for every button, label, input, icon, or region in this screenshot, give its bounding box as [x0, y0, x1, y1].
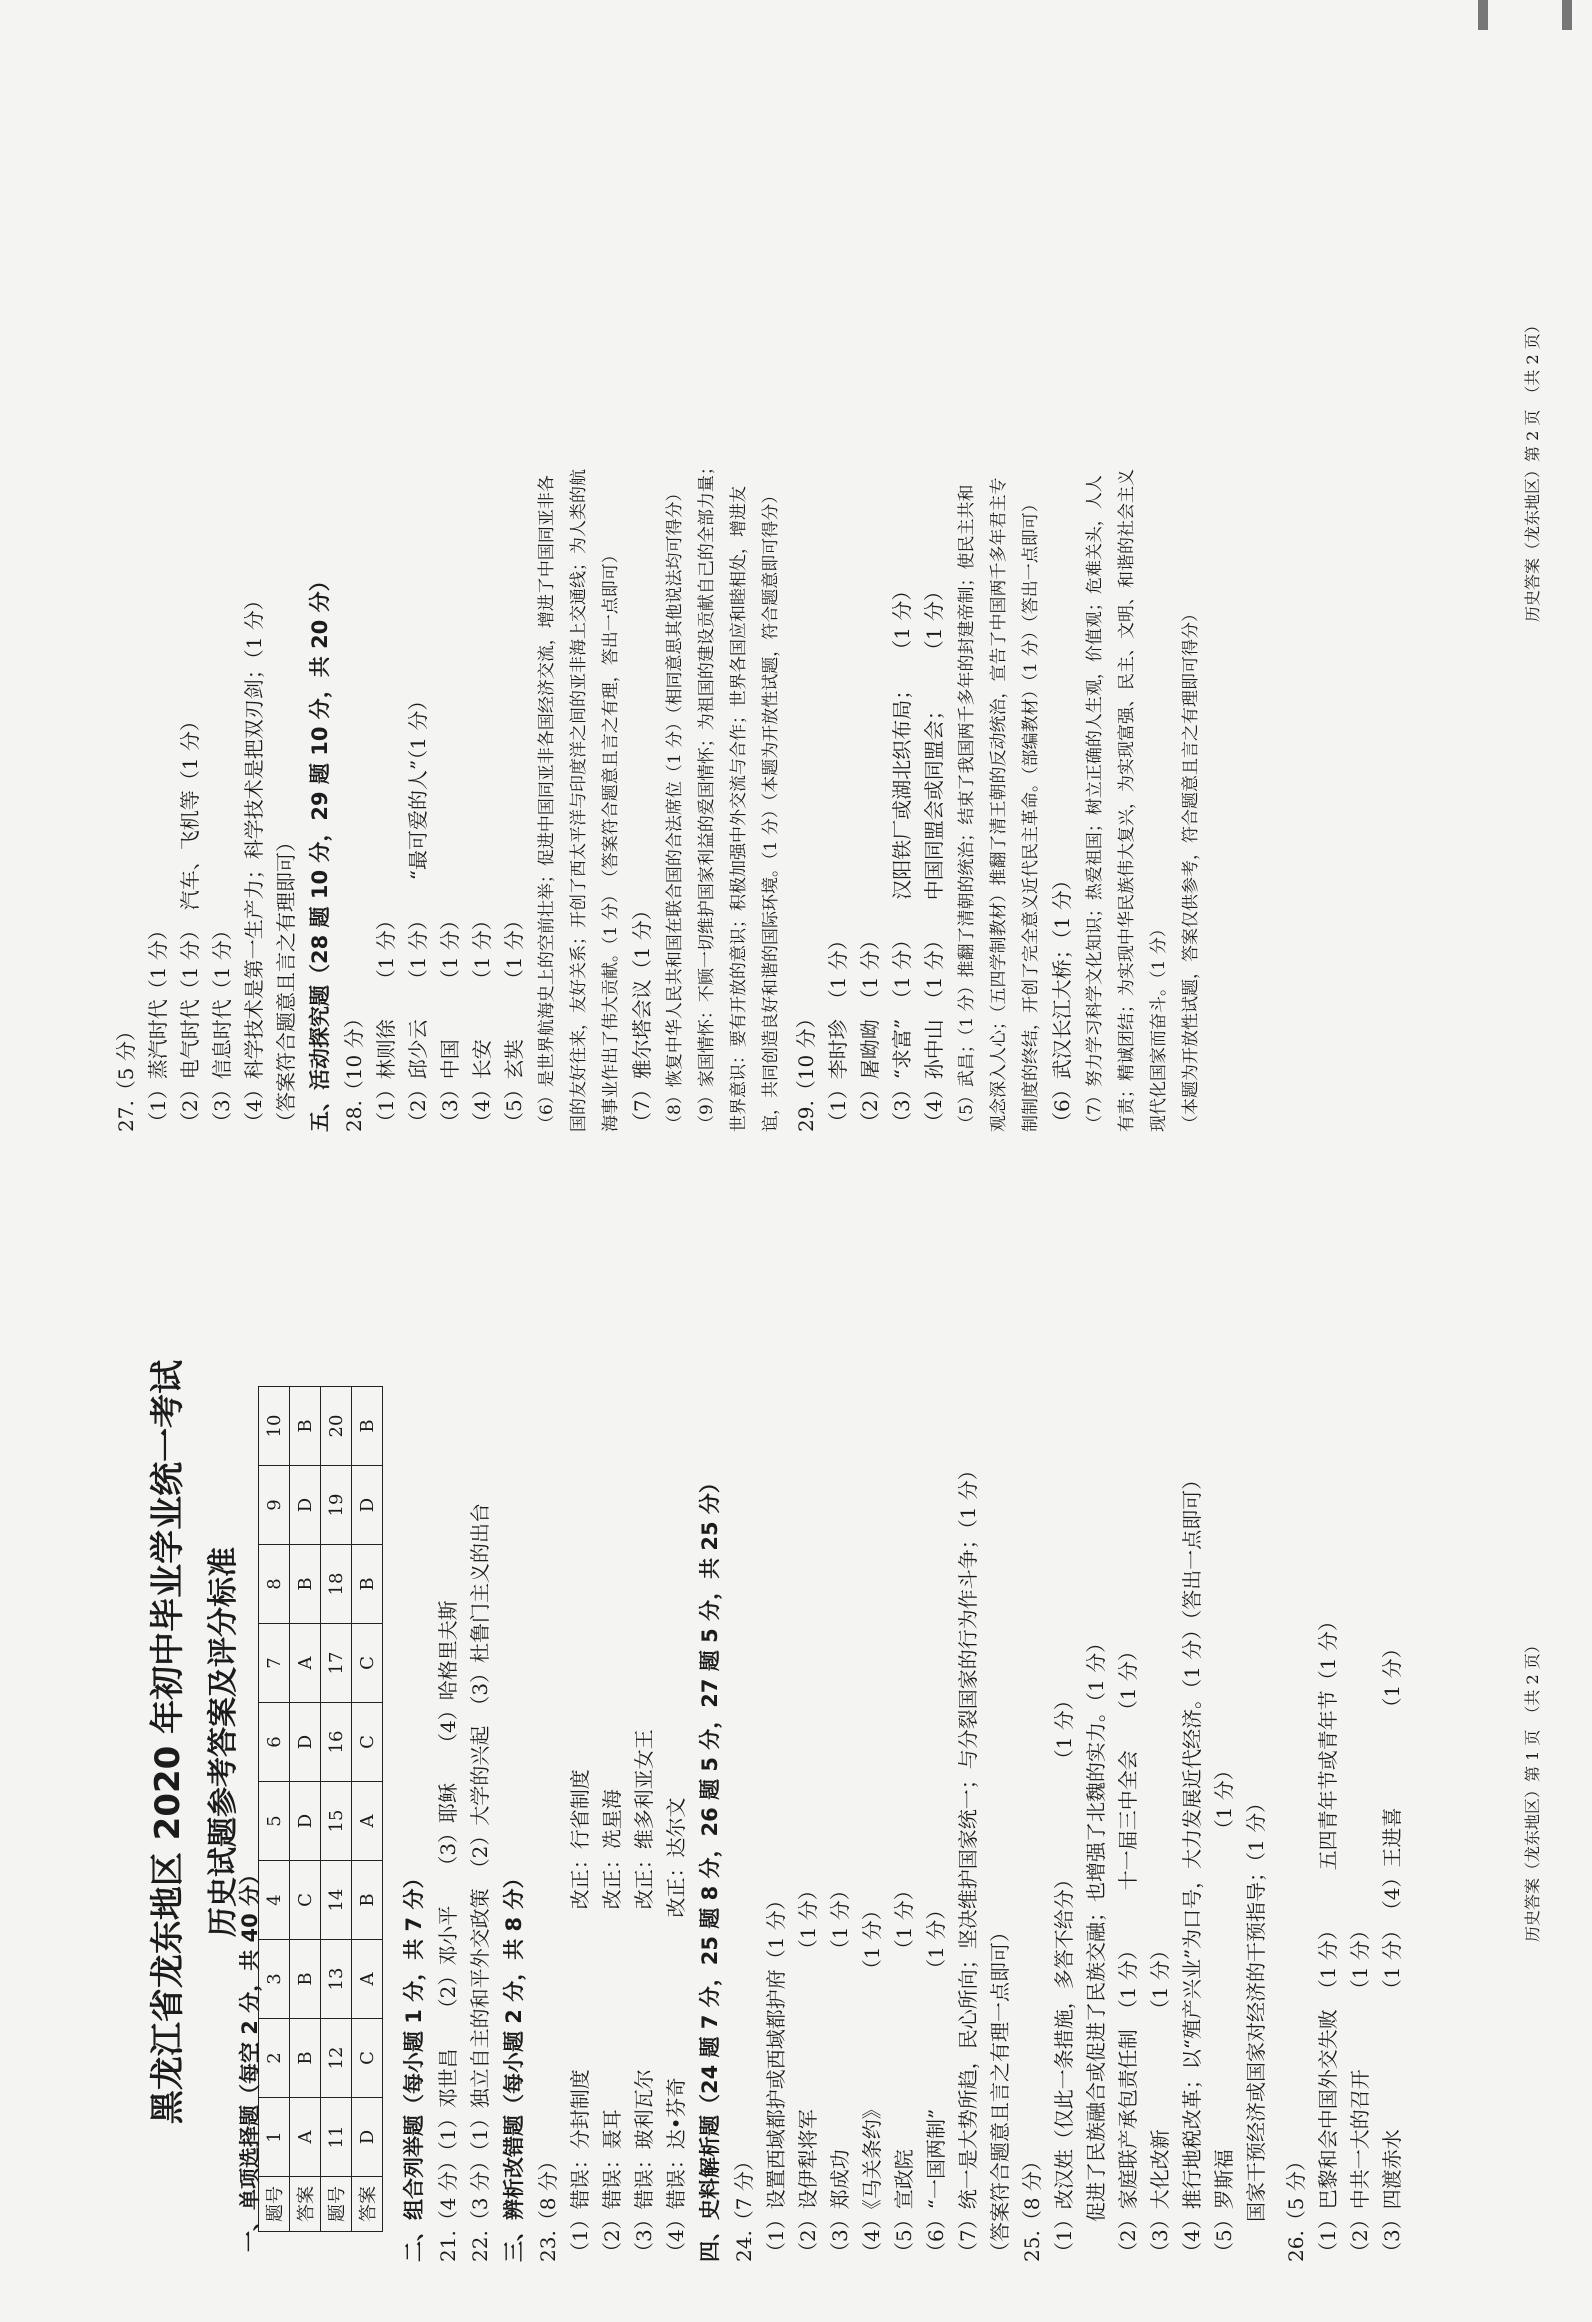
page-footer: 历史答案（龙东地区）第 1 页 （共 2 页） — [1523, 1637, 1542, 1942]
table-cell: A — [352, 1940, 383, 2019]
answer-line: （5）武昌；（1 分）推翻了清朝的统治；结束了我国两千多年的封建帝制；使民主共和 — [957, 484, 977, 1132]
table-cell: 8 — [259, 1545, 290, 1624]
table-cell: C — [290, 1861, 321, 1940]
page-1 — [0, 1162, 1592, 2322]
answer-line: （3）中国 （1 分） — [438, 910, 462, 1132]
answer-line: （答案符合题意且言之有理一点即可） — [988, 1922, 1012, 2262]
answer-line: （本题为开放性试题，答案仅供参考，符合题意且言之有理即可得分） — [1181, 605, 1201, 1132]
table-row — [290, 1387, 321, 2232]
answer-line: （3）信息时代（1 分） — [210, 920, 234, 1132]
table-cell: 7 — [259, 1624, 290, 1703]
table-cell: D — [290, 1466, 321, 1545]
table-cell: 13 — [321, 1940, 352, 2019]
answer-line: （1）改汉姓（仅此一条措施，多答不给分） （1 分） — [1052, 1690, 1076, 2262]
answer-line: 促进了民族融合或促进了民族交融；也增强了北魏的实力。（1 分） — [1084, 1632, 1108, 2262]
table-cell: 15 — [321, 1782, 352, 1861]
answer-line: （答案符合题意且言之有理即可） — [274, 832, 298, 1132]
table-cell: B — [352, 1387, 383, 1466]
table-cell: 2 — [259, 2019, 290, 2098]
answer-line: （5）玄奘 （1 分） — [502, 910, 526, 1132]
answer-line: （4）错误：达•芬奇 改正：达尔文 — [664, 1797, 688, 2262]
question-number: 29.（10 分） — [794, 1008, 818, 1132]
table-row — [321, 1387, 352, 2232]
table-cell: B — [352, 1545, 383, 1624]
answer-line: （7）雅尔塔会议（1 分） — [630, 900, 654, 1132]
section-5-heading: 五、活动探究题（28 题 10 分，29 题 10 分，共 20 分） — [308, 570, 332, 1132]
answer-line: （2）屠呦呦 （1 分） — [858, 930, 882, 1132]
answer-line: （6）“一国两制” （1 分） — [924, 1899, 948, 2262]
question-number: 26.（5 分） — [1284, 2151, 1308, 2262]
question-number: 28.（10 分） — [342, 1008, 366, 1132]
section-2-heading: 二、组合列举题（每小题 1 分，共 7 分） — [402, 1867, 426, 2262]
answer-line: （2）家庭联产承包责任制 （1 分） 十一届三中全会 （1 分） — [1116, 1641, 1140, 2262]
answer-line: （3）大化改新 （1 分） — [1148, 1940, 1172, 2262]
table-cell: D — [290, 1703, 321, 1782]
answer-line: （7）努力学习科学文化知识；热爱祖国；树立正确的人生观，价值观；危难关头，人人 — [1085, 475, 1105, 1132]
answer-line: （4）科学技术是第一生产力；科学技术是把双刃剑；（1 分） — [242, 590, 266, 1132]
table-cell: 4 — [259, 1861, 290, 1940]
answer-line: 有责；精诚团结；为实现中华民族伟大复兴，为实现富强、民主、文明、和谐的社会主义 — [1117, 469, 1137, 1132]
answer-line: 谊，共同创造良好和谐的国际环境。（1 分）（本题为开放性试题，符合题意即可得分） — [761, 486, 781, 1132]
table-cell: 6 — [259, 1703, 290, 1782]
table-cell: A — [352, 1782, 383, 1861]
section-3-heading: 三、辨析改错题（每小题 2 分，共 8 分） — [502, 1867, 526, 2262]
table-cell: D — [352, 2098, 383, 2177]
table-cell: 9 — [259, 1466, 290, 1545]
table-cell: 11 — [321, 2098, 352, 2177]
question-number: 23.（8 分） — [536, 2151, 560, 2262]
table-cell: 5 — [259, 1782, 290, 1861]
page-subtitle: 历史试题参考答案及评分标准 — [206, 1547, 241, 1937]
table-row — [259, 1387, 290, 2232]
answer-line: （7）统一是大势所趋，民心所向；坚决维护国家统一；与分裂国家的行为作斗争；（1 分） — [956, 1460, 980, 2262]
table-cell: 答案 — [352, 2177, 383, 2232]
table-cell: 14 — [321, 1861, 352, 1940]
table-cell: C — [352, 1624, 383, 1703]
answer-line: （9）家国情怀：不顾一切维护国家利益的爱国情怀；为祖国的建设贡献自己的全部力量； — [697, 458, 717, 1132]
answer-line: 制制度的终结，开创了完全意义近代民主革命。（部编教材）（1 分）（答出一点即可） — [1021, 495, 1041, 1132]
answer-line: （1）蒸汽时代（1 分） — [146, 920, 170, 1132]
answer-line: （1）巴黎和会中国外交失败 （1 分） 五四青年节或青年节（1 分） — [1316, 1611, 1340, 2262]
table-cell: A — [290, 1624, 321, 1703]
answer-line: 世界意识：要有开放的意识；积极加强中外交流与合作；世界各国应和睦相处，增进友 — [729, 486, 749, 1132]
question-number: 27.（5 分） — [114, 1021, 138, 1132]
question-number: 24.（7 分） — [732, 2151, 756, 2262]
table-cell: 题号 — [321, 2177, 352, 2232]
answer-line: （2）设伊犁将军 （1 分） — [796, 1880, 820, 2262]
table-cell: 1 — [259, 2098, 290, 2177]
answer-line: 21.（4 分）（1）邓世昌 （2）邓小平 （3）耶稣 （4）哈格里夫斯 — [436, 1600, 460, 2262]
section-1-heading: 一、单项选择题（每空 2 分，共 40 分） — [238, 1863, 262, 2252]
answer-line: 22.（3 分）（1）独立自主的和平外交政策 （2）大学的兴起 （3）杜鲁门主义的出台 — [468, 1502, 492, 2262]
page-footer: 历史答案（龙东地区）第 2 页 （共 2 页） — [1523, 317, 1542, 622]
answer-line: （5）罗斯福 （1 分） — [1212, 1760, 1236, 2262]
table-cell: 18 — [321, 1545, 352, 1624]
answer-line: （5）宣政院 （1 分） — [892, 1880, 916, 2262]
table-cell: 3 — [259, 1940, 290, 2019]
question-number: 25.（8 分） — [1020, 2151, 1044, 2262]
answer-line: 海事业作出了伟大贡献。（1 分） （答案符合题意且言之有理，答出一点即可） — [601, 546, 621, 1132]
table-cell: B — [290, 1387, 321, 1466]
table-cell: A — [290, 2098, 321, 2177]
table-cell: C — [352, 2019, 383, 2098]
table-cell: D — [352, 1466, 383, 1545]
table-cell: 17 — [321, 1624, 352, 1703]
answer-line: （4）长安 （1 分） — [470, 910, 494, 1132]
answer-line: （1）李时珍 （1 分） — [826, 930, 850, 1132]
table-cell: B — [352, 1861, 383, 1940]
answer-line: 国的友好往来，友好关系；开创了西太平洋与印度洋之间的亚非海上交通线；为人类的航 — [569, 469, 589, 1132]
answer-line: 国家干预经济或国家对经济的干预指导；（1 分） — [1244, 1792, 1268, 2262]
table-cell: 19 — [321, 1466, 352, 1545]
answer-line: （2）错误：聂耳 改正：冼星海 — [600, 1789, 624, 2262]
answer-line: 现代化国家而奋斗。（1 分） — [1149, 920, 1169, 1132]
table-cell: 16 — [321, 1703, 352, 1782]
answer-line: （6）是世界航海史上的空前壮举；促进中国同亚非各国经济交流，增进了中国同亚非各 — [537, 475, 557, 1132]
answer-line: （3）四渡赤水 （1 分） （4）王进喜 （1 分） — [1380, 1638, 1404, 2262]
answer-line: 观念深入人心；（五四学制教材）推翻了清王朝的反动统治，宣告了中国两千多年君主专 — [989, 477, 1009, 1132]
page-title: 黑龙江省龙东地区 2020 年初中毕业学业统一考试 — [148, 1359, 188, 2125]
section-4-heading: 四、史料解析题（24 题 7 分，25 题 8 分，26 题 5 分，27 题 5 分，共 25 分） — [698, 1472, 722, 2262]
table-cell: B — [290, 1940, 321, 2019]
table-cell: 20 — [321, 1387, 352, 1466]
answer-line: （1）设置西域都护或西域都护府（1 分） — [764, 1890, 788, 2262]
table-cell: B — [290, 2019, 321, 2098]
table-row — [352, 1387, 383, 2232]
answer-line: （4）孙中山 （1 分） 中国同盟会或同盟会； （1 分） — [922, 581, 946, 1132]
answer-line: （2）中共一大的召开 （1 分） — [1348, 1920, 1372, 2262]
table-cell: 答案 — [290, 2177, 321, 2232]
answer-line: （3）错误：玻利瓦尔 改正：维多利亚女王 — [632, 1729, 656, 2262]
answer-line: （6）武汉长江大桥；（1 分） — [1050, 870, 1074, 1132]
table-cell: 题号 — [259, 2177, 290, 2232]
answer-line: （4）《马关条约》 （1 分） — [860, 1900, 884, 2262]
answer-line: （3）“求富” （1 分） 汉阳铁厂或湖北织布局； （1 分） — [890, 580, 914, 1132]
table-cell: B — [290, 1545, 321, 1624]
table-cell: 10 — [259, 1387, 290, 1466]
answer-line: （2）邱少云 （1 分） “最可爱的人”（1 分） — [406, 690, 430, 1132]
answer-line: （3）郑成功 （1 分） — [828, 1880, 852, 2262]
answer-line: （8）恢复中华人民共和国在联合国的合法席位（1 分）（相同意思其他说法均可得分） — [665, 484, 685, 1132]
answer-line: （4）推行地税改革；以“殖产兴业”为口号，大力发展近代经济。（1 分）（答出一点即可） — [1180, 1469, 1204, 2262]
answer-line: （1）错误：分封制度 改正：行省制度 — [568, 1769, 592, 2262]
table-cell: 12 — [321, 2019, 352, 2098]
table-cell: C — [352, 1703, 383, 1782]
answer-table — [258, 1386, 383, 2232]
answer-line: （1）林则徐 （1 分） — [374, 910, 398, 1132]
table-cell: D — [290, 1782, 321, 1861]
answer-line: （2）电气时代（1 分） 汽车、飞机等（1 分） — [178, 711, 202, 1132]
